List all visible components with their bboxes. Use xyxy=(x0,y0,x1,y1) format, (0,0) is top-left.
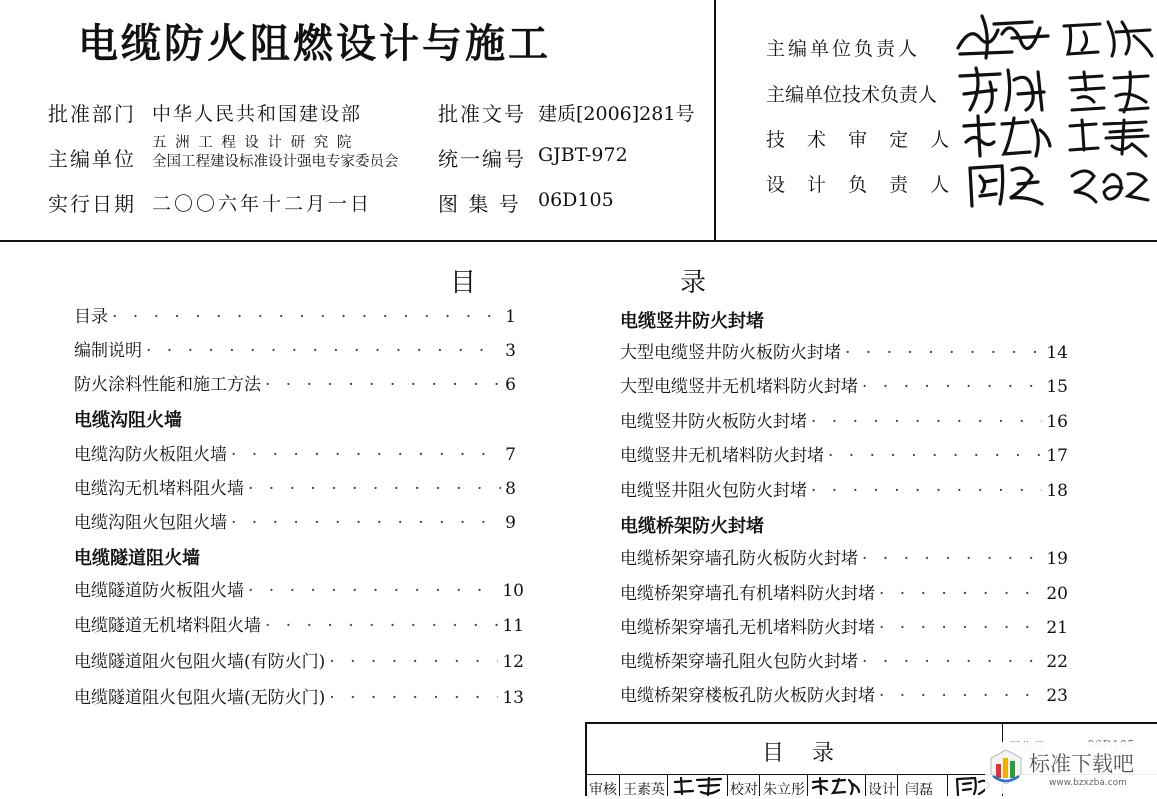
cell-divider xyxy=(667,775,668,796)
cell-divider xyxy=(807,775,808,796)
toc-item-page: 20 xyxy=(1046,584,1068,604)
designer-name: 闫磊 xyxy=(905,782,933,798)
approval-dept-label: 批准部门 xyxy=(48,102,136,126)
toc-item-tray-2[interactable] xyxy=(620,579,1068,603)
effective-date-label: 实行日期 xyxy=(48,192,136,216)
toc-item-page: 11 xyxy=(502,616,524,636)
toc-item-page: 18 xyxy=(1046,481,1068,501)
toc-item-trench-1[interactable] xyxy=(74,440,516,464)
toc-heading-right: 录 xyxy=(680,268,707,298)
toc-item-page: 6 xyxy=(505,375,516,395)
toc-leader-dots xyxy=(265,616,498,636)
handwritten-signature-3a xyxy=(960,112,1052,162)
header-divider xyxy=(714,0,716,242)
signature-label-chief-unit: 主编单位负责人 xyxy=(766,38,921,60)
signature-label-technical: 主编单位技术负责人 xyxy=(766,84,938,106)
toc-item-tray-4[interactable] xyxy=(620,647,1068,671)
toc-item-page: 16 xyxy=(1046,412,1068,432)
toc-item-page: 19 xyxy=(1046,549,1068,569)
toc-item-title: 电缆隧道阻火包阻火墙(无防火门) xyxy=(74,688,326,708)
toc-item-title: 电缆竖井无机堵料防火封堵 xyxy=(620,446,824,466)
watermark-text: 标准下载吧 xyxy=(1029,752,1134,776)
toc-item-title: 电缆竖井防火板防火封堵 xyxy=(620,412,807,432)
toc-leader-dots xyxy=(329,652,498,672)
toc-leader-dots xyxy=(879,584,1042,604)
toc-leader-dots xyxy=(231,513,501,533)
toc-section-shaft: 电缆竖井防火封堵 xyxy=(620,311,764,332)
checker-name: 朱立彤 xyxy=(763,782,805,798)
toc-leader-dots xyxy=(862,652,1042,672)
toc-leader-dots xyxy=(828,446,1042,466)
toc-leader-dots xyxy=(862,377,1042,397)
effective-date-value: 二〇〇六年十二月一日 xyxy=(152,193,373,215)
toc-item-page: 9 xyxy=(505,513,516,533)
toc-leader-dots xyxy=(329,688,498,708)
toc-leader-dots xyxy=(248,479,501,499)
toc-item-page: 3 xyxy=(505,341,516,361)
toc-item-title: 防火涂料性能和施工方法 xyxy=(74,375,261,395)
toc-item-shaft-2[interactable] xyxy=(620,372,1068,396)
toc-heading-left: 目 xyxy=(450,268,477,298)
toc-item-tunnel-1[interactable] xyxy=(74,576,524,600)
toc-item-page: 7 xyxy=(505,445,516,465)
toc-item-title: 大型电缆竖井无机堵料防火封堵 xyxy=(620,377,858,397)
toc-item-shaft-4[interactable] xyxy=(620,441,1068,465)
atlas-no-label: 图 集 号 xyxy=(438,192,521,216)
toc-item-trench-2[interactable] xyxy=(74,474,516,498)
toc-item-title: 电缆沟防火板阻火墙 xyxy=(74,445,227,465)
unified-no-label: 统一编号 xyxy=(438,147,526,171)
toc-item-title: 电缆沟无机堵料阻火墙 xyxy=(74,479,244,499)
toc-item-title: 电缆隧道防火板阻火墙 xyxy=(74,581,244,601)
toc-item-title: 目录 xyxy=(74,307,108,327)
reviewer-name: 王素英 xyxy=(623,782,665,798)
toc-item-title: 电缆竖井阻火包防火封堵 xyxy=(620,481,807,501)
toc-leader-dots xyxy=(879,618,1042,638)
watermark-url: www.bzxzba.com xyxy=(1049,778,1127,788)
signature-label-design-lead: 设 计 负 责 人 xyxy=(766,174,958,196)
toc-leader-dots xyxy=(248,581,498,601)
toc-leader-dots xyxy=(862,549,1042,569)
toc-item-title: 电缆桥架穿墙孔防火板防火封堵 xyxy=(620,549,858,569)
toc-item-page: 21 xyxy=(1046,618,1068,638)
toc-item-page: 13 xyxy=(502,688,524,708)
toc-item-title: 电缆沟阻火包阻火墙 xyxy=(74,513,227,533)
toc-item-title: 电缆桥架穿楼板孔防火板防火封堵 xyxy=(620,686,875,706)
checker-signature xyxy=(811,776,861,796)
handwritten-signature-2b xyxy=(1064,68,1152,116)
approval-doc-label: 批准文号 xyxy=(438,102,526,126)
signature-label-reviewer: 技 术 审 定 人 xyxy=(766,129,958,151)
toc-item-title: 大型电缆竖井防火板防火封堵 xyxy=(620,343,841,363)
approval-doc-value: 建质[2006]281号 xyxy=(538,103,695,125)
unified-no-value: GJBT-972 xyxy=(538,144,628,166)
toc-item-tunnel-2[interactable] xyxy=(74,611,524,635)
toc-item-title: 电缆桥架穿墙孔阻火包防火封堵 xyxy=(620,652,858,672)
document-title: 电缆防火阻燃设计与施工 xyxy=(78,21,551,67)
toc-item-contents[interactable] xyxy=(74,302,516,326)
watermark-logo-icon xyxy=(987,746,1025,788)
cell-divider xyxy=(865,775,866,796)
toc-item-title: 电缆桥架穿墙孔有机堵料防火封堵 xyxy=(620,584,875,604)
toc-item-page: 1 xyxy=(505,307,516,327)
editor-unit-line1: 五 洲 工 程 设 计 研 究 院 xyxy=(152,135,354,151)
cell-divider xyxy=(947,775,948,796)
atlas-no-value: 06D105 xyxy=(538,189,614,211)
toc-leader-dots xyxy=(146,341,501,361)
toc-leader-dots xyxy=(879,686,1042,706)
toc-section-tray: 电缆桥架防火封堵 xyxy=(620,516,764,537)
toc-item-title: 电缆隧道阻火包阻火墙(有防火门) xyxy=(74,652,326,672)
handwritten-signature-4b xyxy=(1066,162,1150,208)
toc-item-tunnel-3[interactable] xyxy=(74,647,524,671)
toc-section-tunnel: 电缆隧道阻火墙 xyxy=(74,548,200,569)
toc-item-tray-5[interactable] xyxy=(620,681,1068,705)
handwritten-signature-1b xyxy=(1060,12,1155,62)
editor-unit-line2: 全国工程建设标准设计强电专家委员会 xyxy=(152,154,399,170)
toc-item-tray-3[interactable] xyxy=(620,613,1068,637)
cell-divider xyxy=(759,775,760,796)
toc-item-shaft-3[interactable] xyxy=(620,407,1068,431)
toc-item-shaft-1[interactable] xyxy=(620,338,1068,362)
toc-item-tunnel-4[interactable] xyxy=(74,683,524,707)
cell-divider xyxy=(727,775,728,796)
toc-leader-dots xyxy=(265,375,501,395)
toc-item-compilation-notes[interactable] xyxy=(74,336,516,360)
toc-item-title: 编制说明 xyxy=(74,341,142,361)
design-label: 设计 xyxy=(868,782,896,798)
toc-item-page: 12 xyxy=(502,652,524,672)
toc-leader-dots xyxy=(112,307,501,327)
editor-unit-label: 主编单位 xyxy=(48,147,136,171)
toc-leader-dots xyxy=(231,445,501,465)
toc-item-tray-1[interactable] xyxy=(620,544,1068,568)
toc-leader-dots xyxy=(811,412,1042,432)
toc-item-page: 17 xyxy=(1046,446,1068,466)
handwritten-signature-1a xyxy=(952,8,1052,66)
review-label: 审核 xyxy=(589,782,617,798)
toc-item-page: 14 xyxy=(1046,343,1068,363)
toc-item-page: 23 xyxy=(1046,686,1068,706)
toc-item-title: 电缆隧道无机堵料阻火墙 xyxy=(74,616,261,636)
header-bottom-rule xyxy=(0,240,1157,242)
toc-item-page: 10 xyxy=(502,581,524,601)
approval-dept-value: 中华人民共和国建设部 xyxy=(152,103,363,125)
toc-leader-dots xyxy=(811,481,1042,501)
toc-item-fire-coating[interactable] xyxy=(74,370,516,394)
handwritten-signature-4a xyxy=(962,160,1046,210)
cell-divider xyxy=(897,775,898,796)
toc-item-trench-3[interactable] xyxy=(74,508,516,532)
toc-item-page: 22 xyxy=(1046,652,1068,672)
toc-item-title: 电缆桥架穿墙孔无机堵料防火封堵 xyxy=(620,618,875,638)
toc-leader-dots xyxy=(845,343,1042,363)
check-label: 校对 xyxy=(730,782,758,798)
toc-item-page: 8 xyxy=(505,479,516,499)
reviewer-signature xyxy=(673,776,723,796)
title-block-name: 目 录 xyxy=(762,741,834,766)
toc-section-trench: 电缆沟阻火墙 xyxy=(74,410,182,431)
watermark xyxy=(985,742,1157,794)
handwritten-signature-2a xyxy=(956,64,1048,116)
toc-item-shaft-5[interactable] xyxy=(620,476,1068,500)
toc-item-page: 15 xyxy=(1046,377,1068,397)
cell-divider xyxy=(619,775,620,796)
handwritten-signature-3b xyxy=(1066,116,1150,158)
